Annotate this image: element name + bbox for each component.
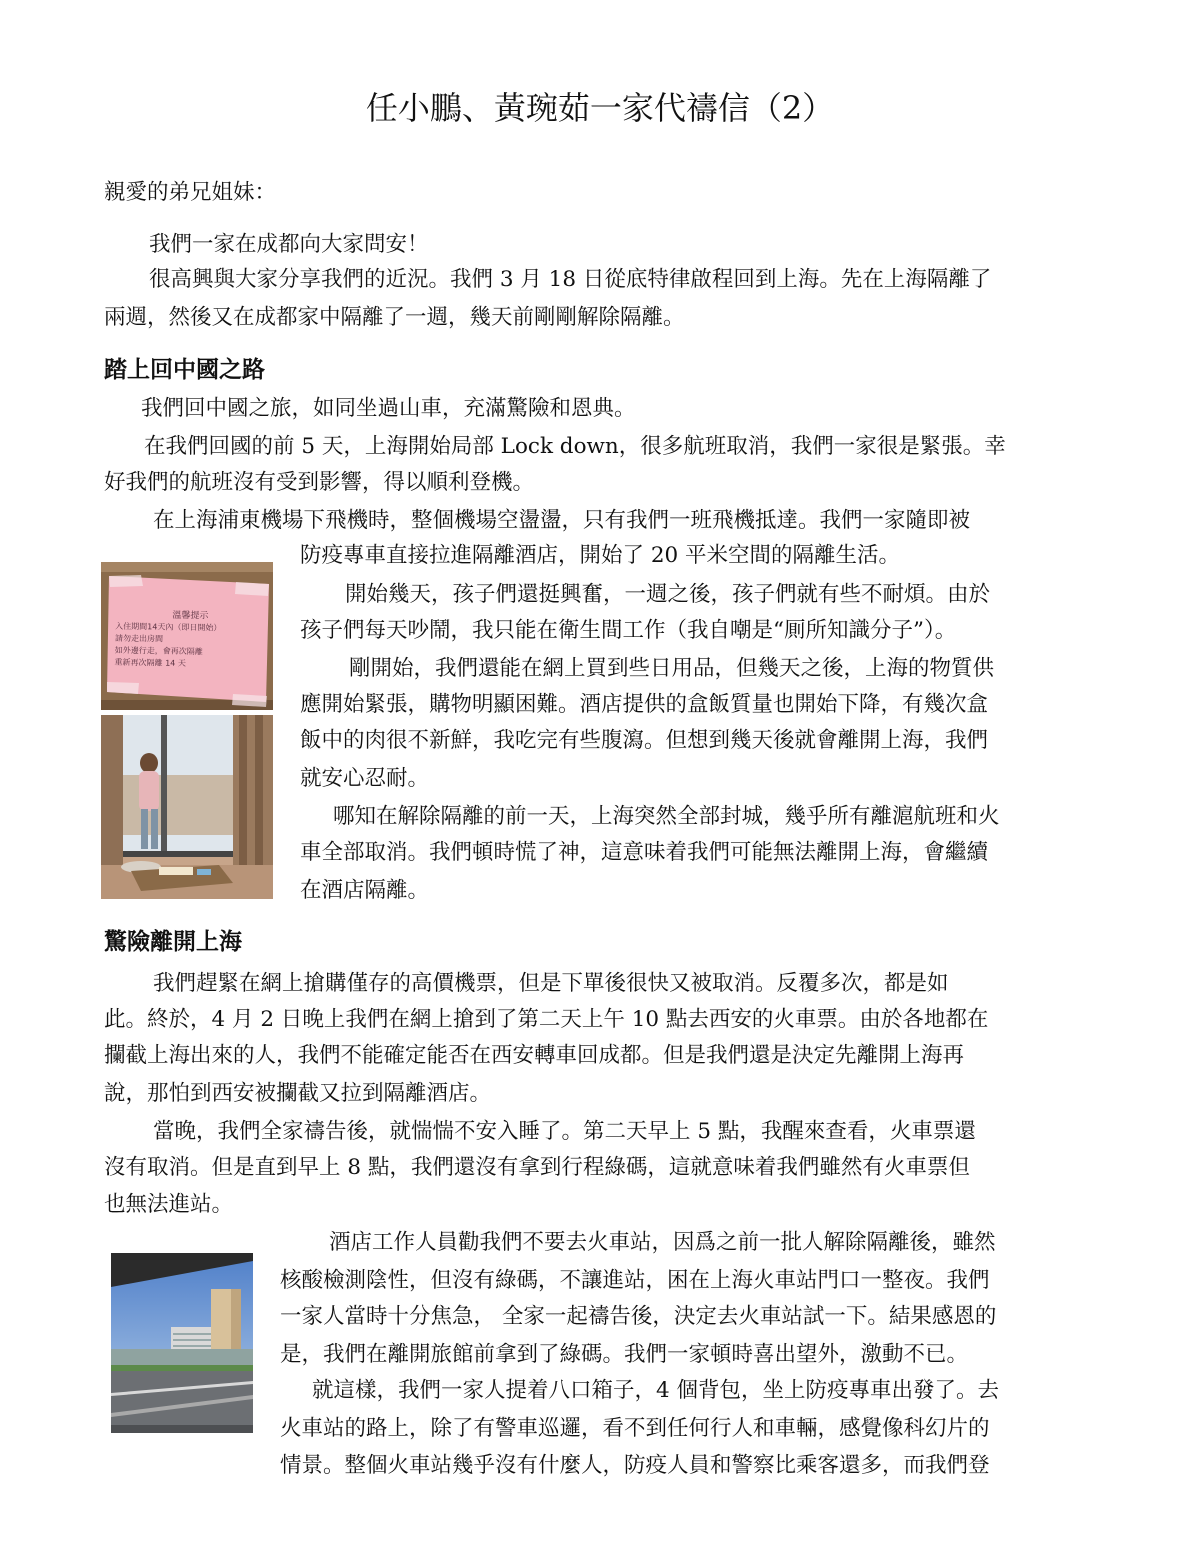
paragraph-line: 車全部取消。我們頓時慌了神，這意味着我們可能無法離開上海，會繼續 <box>300 840 989 865</box>
paragraph-line: 哪知在解除隔離的前一天，上海突然全部封城，幾乎所有離滬航班和火 <box>333 804 1000 829</box>
paragraph-line: 防疫專車直接拉進隔離酒店，開始了 20 平米空間的隔離生活。 <box>300 543 901 568</box>
paragraph-line: 就安心忍耐。 <box>300 766 430 791</box>
paragraph-line: 核酸檢測陰性，但沒有綠碼，不讓進站，困在上海火車站門口一整夜。我們 <box>280 1268 990 1293</box>
paragraph-line: 我們趕緊在網上搶購僅存的高價機票，但是下單後很快又被取消。反覆多次，都是如 <box>153 971 949 996</box>
paragraph-line: 好我們的航班沒有受到影響，得以順利登機。 <box>104 470 535 495</box>
paragraph-line: 應開始緊張，購物明顯困難。酒店提供的盒飯質量也開始下降，有幾次盒 <box>300 692 989 717</box>
intro-line: 很高興與大家分享我們的近況。我們 3 月 18 日從底特律啟程回到上海。先在上海隔離了 <box>149 267 992 292</box>
paragraph-line: 孩子們每天吵鬧，我只能在衛生間工作（我自嘲是“厠所知識分子”）。 <box>300 618 957 643</box>
child-at-window-photo <box>101 715 273 899</box>
paragraph-line: 就這樣，我們一家人提着八口箱子，4 個背包，坐上防疫專車出發了。去 <box>312 1378 1000 1403</box>
paragraph-line: 酒店工作人員勸我們不要去火車站，因爲之前一批人解除隔離後，雖然 <box>329 1230 996 1255</box>
paragraph-line: 說，那怕到西安被攔截又拉到隔離酒店。 <box>104 1081 492 1106</box>
paragraph-line: 一家人當時十分焦急， 全家一起禱告後，決定去火車站試一下。結果感恩的 <box>280 1304 997 1329</box>
paragraph-line: 剛開始，我們還能在網上買到些日用品，但幾天之後，上海的物質供 <box>349 656 995 681</box>
intro-line: 兩週，然後又在成都家中隔離了一週，幾天前剛剛解除隔離。 <box>104 305 685 330</box>
paragraph-line: 此。終於，4 月 2 日晚上我們在網上搶到了第二天上午 10 點去西安的火車票。由於各地都在 <box>104 1007 989 1032</box>
paragraph-line: 開始幾天，孩子們還挺興奮，一週之後，孩子們就有些不耐煩。由於 <box>345 582 991 607</box>
paragraph-line: 當晚，我們全家禱告後，就惴惴不安入睡了。第二天早上 5 點，我醒來查看，火車票還 <box>153 1119 976 1144</box>
greeting: 親愛的弟兄姐妹： <box>104 180 277 205</box>
paragraph-line: 攔截上海出來的人，我們不能確定能否在西安轉車回成都。但是我們還是決定先離開上海再 <box>104 1043 965 1068</box>
quarantine-notice-photo <box>101 562 273 710</box>
paragraph-line: 在上海浦東機場下飛機時，整個機場空盪盪，只有我們一班飛機抵達。我們一家隨即被 <box>153 508 971 533</box>
section-heading-return-to-china: 踏上回中國之路 <box>104 357 265 383</box>
paragraph-line: 在我們回國的前 5 天，上海開始局部 Lock down，很多航班取消，我們一家很是緊張。幸 <box>144 434 1006 459</box>
empty-street-photo <box>111 1253 253 1433</box>
intro-line: 我們一家在成都向大家問安！ <box>149 232 429 257</box>
paragraph-line: 我們回中國之旅，如同坐過山車，充滿驚險和恩典。 <box>141 396 636 421</box>
paragraph-line: 也無法進站。 <box>104 1192 234 1217</box>
paragraph-line: 是，我們在離開旅館前拿到了綠碼。我們一家頓時喜出望外，激動不已。 <box>280 1342 969 1367</box>
paragraph-line: 火車站的路上，除了有警車巡邏，看不到任何行人和車輛，感覺像科幻片的 <box>280 1416 990 1441</box>
page-title: 任小鵬、黃琬茹一家代禱信（2） <box>365 89 835 127</box>
paragraph-line: 沒有取消。但是直到早上 8 點，我們還沒有拿到行程綠碼，這就意味着我們雖然有火車票但 <box>104 1155 970 1180</box>
notice-text: 溫馨提示 入住期間14天內（即日開始） 請勿走出房間 如外邊行走，會再次隔離 重新再次隔離 14 天 <box>114 610 222 668</box>
section-heading-leaving-shanghai: 驚險離開上海 <box>104 929 242 955</box>
paragraph-line: 飯中的肉很不新鮮，我吃完有些腹瀉。但想到幾天後就會離開上海，我們 <box>300 728 989 753</box>
paragraph-line: 情景。整個火車站幾乎沒有什麼人，防疫人員和警察比乘客還多，而我們登 <box>280 1453 990 1478</box>
paragraph-line: 在酒店隔離。 <box>300 878 430 903</box>
